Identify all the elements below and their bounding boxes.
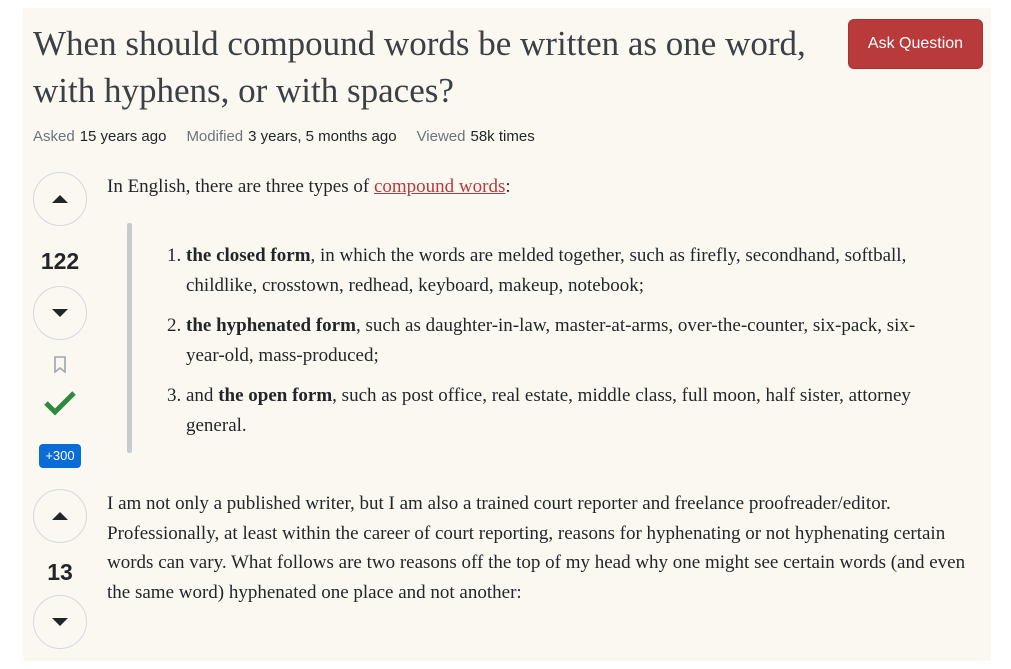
viewed-meta: Viewed 58k times <box>416 128 535 145</box>
bookmark-icon <box>53 356 67 374</box>
arrow-up-icon <box>51 194 69 204</box>
answer-downvote-button[interactable] <box>33 595 87 649</box>
bounty-badge[interactable]: +300 <box>39 444 80 468</box>
ask-question-button[interactable]: Ask Question <box>848 19 983 69</box>
checkmark-icon <box>43 389 77 417</box>
bookmark-button[interactable] <box>53 356 67 379</box>
downvote-button[interactable] <box>33 286 87 340</box>
upvote-button[interactable] <box>33 172 87 226</box>
compound-words-link[interactable]: compound words <box>373 176 506 197</box>
arrow-down-icon <box>51 308 69 318</box>
modified-meta[interactable]: Modified 3 years, 5 months ago <box>186 128 397 145</box>
question-vote-column <box>33 172 87 468</box>
accepted-check <box>43 389 77 422</box>
asked-meta: Asked 15 years ago <box>33 128 167 145</box>
question-title[interactable]: When should compound words be written as one word, with hyphens, or with spaces? <box>33 24 806 110</box>
blockquote-bar <box>127 223 132 453</box>
answer-upvote-button[interactable] <box>33 489 87 543</box>
question-meta <box>33 128 535 145</box>
vote-count: 122 <box>40 248 80 274</box>
answer-body: I am not only a published writer, but I am also a trained court reporter and freelance proofreader/editor. Professionally, at least within the career of court reporting, reasons for hyphenating or not hyphenating certain words can vary. What follows are two reasons off the top of my head why one might see certain words (and even the same word) hyphenated one place and not another: <box>107 493 966 603</box>
list-item: 2. the hyphenated form, such as daughter-in-law, master-at-arms, over-the-counter, six-pack, six-year-old, mass-produced; <box>186 311 922 371</box>
question-header <box>33 20 833 114</box>
question-page <box>23 8 991 661</box>
arrow-up-icon <box>51 511 69 521</box>
list-item: 1. the closed form, in which the words are melded together, such as firefly, secondhand, softball, childlike, crosstown, redhead, keyboard, makeup, notebook; <box>186 241 922 301</box>
list-item: 3. and the open form, such as post office, real estate, middle class, full moon, half sister, attorney general. <box>186 381 922 441</box>
compound-forms-list <box>162 241 922 451</box>
answer-vote-count: 13 <box>47 559 73 585</box>
arrow-down-icon <box>51 617 69 627</box>
answer-vote-column <box>33 489 87 649</box>
question-intro: In English, there are three types of compound words: <box>107 176 511 197</box>
